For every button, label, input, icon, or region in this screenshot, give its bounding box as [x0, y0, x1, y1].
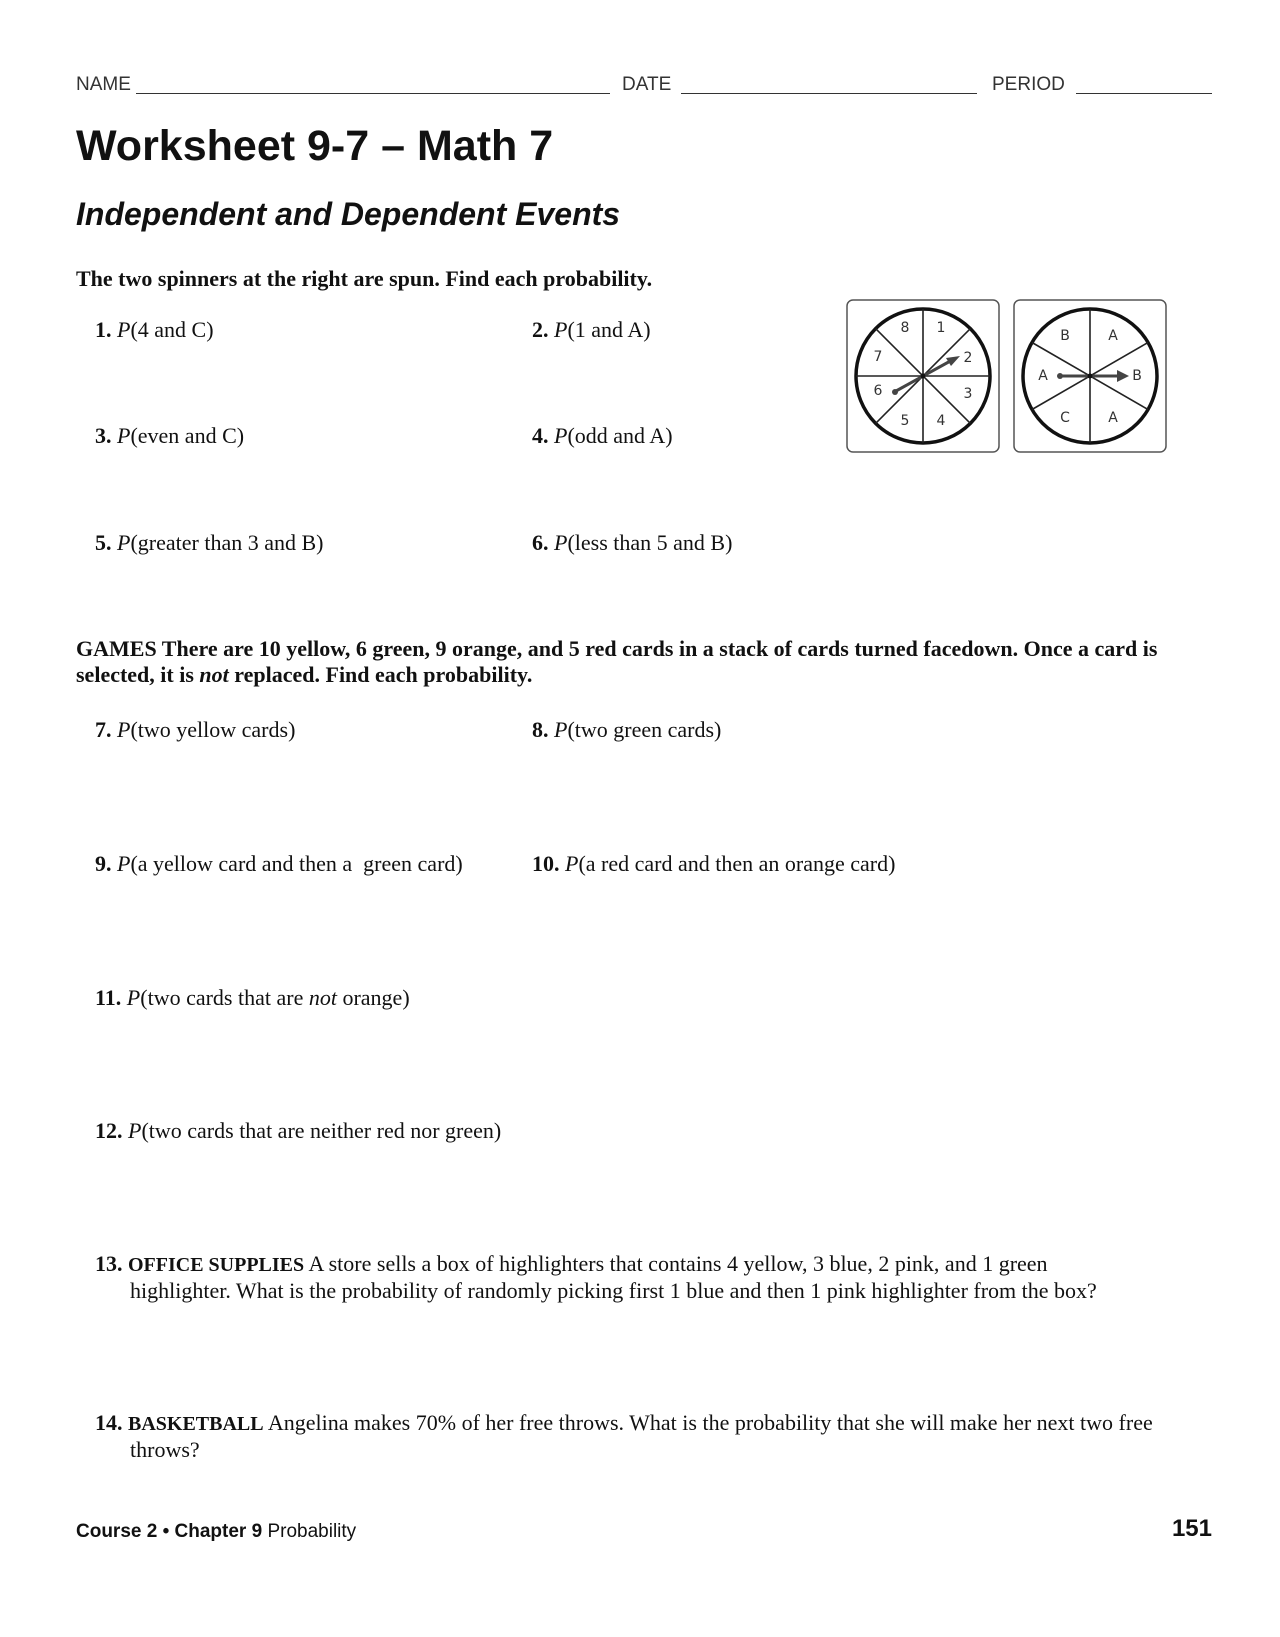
spinner-label-8: 8 [900, 320, 910, 336]
spinner-label-6: 6 [873, 383, 883, 399]
problem-text: (1 and A) [567, 317, 651, 342]
problem-4 [532, 423, 673, 449]
problem-text-continued: throws? [130, 1437, 200, 1462]
problem-text: (two cards that are neither red nor green) [141, 1118, 502, 1143]
name-blank [136, 93, 610, 94]
p-symbol: P [117, 851, 131, 876]
problem-text: Angelina makes 70% of her free throws. What is the probability that she will make her next two free [263, 1410, 1153, 1435]
problem-14 [95, 1410, 1210, 1463]
problem-9 [95, 851, 463, 877]
problem-number: 4. [532, 423, 549, 448]
problem-text-continued: highlighter. What is the probability of randomly picking first 1 blue and then 1 pink highlighter from the box? [130, 1278, 1097, 1303]
p-symbol: P [554, 423, 568, 448]
footer-course [76, 1521, 356, 1543]
problem-number: 9. [95, 851, 112, 876]
problem-number: 1. [95, 317, 112, 342]
games-label: GAMES [76, 636, 157, 661]
p-symbol: P [554, 317, 568, 342]
letter-spinner [1013, 299, 1167, 453]
spinner-label-b-right: B [1132, 368, 1142, 384]
period-blank [1076, 93, 1212, 94]
problem-6 [532, 530, 732, 556]
chapter-label: Chapter 9 [174, 1521, 263, 1542]
course-label: Course 2 [76, 1521, 158, 1542]
spinner-label-3: 3 [963, 386, 973, 402]
problem-number: 3. [95, 423, 112, 448]
p-symbol: P [117, 530, 131, 555]
problem-number: 8. [532, 717, 549, 742]
p-symbol: P [126, 985, 141, 1010]
problem-number: 2. [532, 317, 549, 342]
number-spinner [846, 299, 1000, 453]
problem-text: (greater than 3 and B) [130, 530, 324, 555]
instruction-text: replaced. Find each probability. [228, 662, 533, 687]
problem-text: (less than 5 and B) [567, 530, 733, 555]
section2-instruction [76, 636, 1212, 688]
spinner-label-1: 1 [936, 320, 946, 336]
problem-text: (odd and A) [567, 423, 673, 448]
student-info-line [76, 74, 1212, 100]
problem-text: A store sells a box of highlighters that contains 4 yellow, 3 blue, 2 pink, and 1 green [304, 1251, 1048, 1276]
p-symbol: P [117, 317, 131, 342]
topic-label: Probability [262, 1521, 357, 1542]
p-symbol: P [128, 1118, 142, 1143]
problem-text: orange) [336, 985, 410, 1010]
problem-topic: BASKETBALL [128, 1413, 264, 1435]
problem-number: 13. [95, 1251, 123, 1276]
problem-number: 7. [95, 717, 112, 742]
problem-5 [95, 530, 323, 556]
spinner-label-b-top: B [1060, 328, 1070, 344]
problem-12 [95, 1118, 501, 1144]
p-symbol: P [117, 717, 131, 742]
not-emphasis: not [199, 662, 229, 687]
problem-text: (two green cards) [567, 717, 722, 742]
worksheet-subtitle: Independent and Dependent Events [76, 196, 621, 232]
problem-number: 14. [95, 1410, 123, 1435]
spinner-label-c: C [1060, 410, 1070, 426]
name-label: NAME [76, 74, 131, 95]
problem-number: 6. [532, 530, 549, 555]
problem-text: (two cards that are [140, 985, 309, 1010]
instruction-text: There are 10 yellow, 6 green, 9 orange, and 5 red cards in a stack of cards turned facedown. Once a card is selected, it is [76, 636, 1158, 687]
spinner-label-a-bottom: A [1108, 410, 1118, 426]
spinner-label-a-left: A [1038, 368, 1048, 384]
spinner-label-5: 5 [900, 413, 910, 429]
problem-text: (4 and C) [130, 317, 214, 342]
spinner-label-4: 4 [936, 413, 946, 429]
problem-7 [95, 717, 295, 743]
problem-text: (a yellow card and then a green card) [130, 851, 463, 876]
problem-11 [95, 985, 410, 1011]
p-symbol: P [554, 530, 568, 555]
footer-bullet: • [157, 1521, 175, 1542]
date-blank [681, 93, 977, 94]
spinner-label-a-top: A [1108, 328, 1118, 344]
problem-text: (even and C) [130, 423, 245, 448]
problem-number: 5. [95, 530, 112, 555]
problem-1 [95, 317, 214, 343]
problem-10 [532, 851, 895, 877]
spinner-label-7: 7 [873, 349, 883, 365]
problem-text: (a red card and then an orange card) [578, 851, 896, 876]
problem-text: (two yellow cards) [130, 717, 296, 742]
problem-number: 10. [532, 851, 560, 876]
not-emphasis: not [308, 985, 337, 1010]
date-label: DATE [622, 74, 672, 95]
problem-topic: OFFICE SUPPLIES [128, 1254, 305, 1276]
problem-2 [532, 317, 651, 343]
p-symbol: P [554, 717, 568, 742]
problem-8 [532, 717, 721, 743]
problem-3 [95, 423, 244, 449]
spinner-label-2: 2 [963, 350, 973, 366]
worksheet-title: Worksheet 9-7 – Math 7 [76, 122, 554, 170]
problem-number: 12. [95, 1118, 123, 1143]
page-number: 151 [1171, 1515, 1212, 1542]
p-symbol: P [117, 423, 131, 448]
p-symbol: P [565, 851, 579, 876]
problem-13 [95, 1251, 1210, 1304]
section1-instruction: The two spinners at the right are spun. Find each probability. [76, 266, 653, 291]
problem-number: 11. [95, 985, 122, 1010]
period-label: PERIOD [992, 74, 1065, 95]
